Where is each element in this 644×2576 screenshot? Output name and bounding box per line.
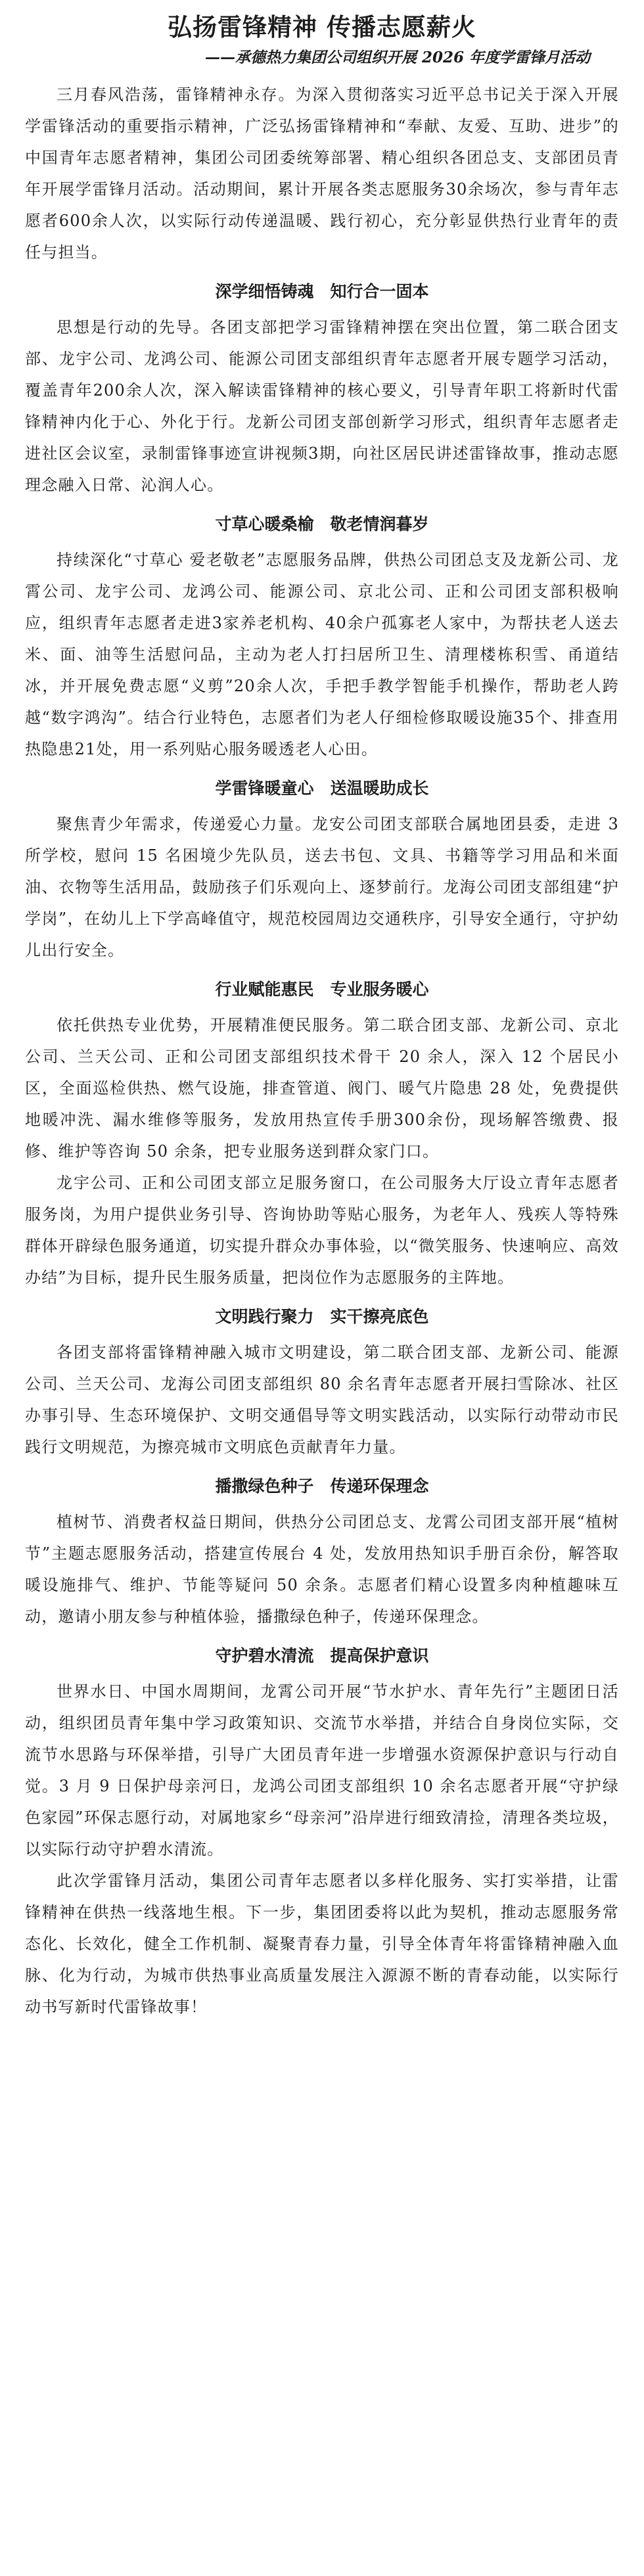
intro-paragraph: 三月春风浩荡，雷锋精神永存。为深入贯彻落实习近平总书记关于深入开展学雷锋活动的重要指示精神，广泛弘扬雷锋精神和“奉献、友爱、互助、进步”的中国青年志愿者精神，集团公司团委统筹部署、精心组织各团总支、支部团员青年开展学雷锋月活动。活动期间，累计开展各类志愿服务30余场次，参与青年志愿者600余人次，以实际行动传递温暖、践行初心，充分彰显供热行业青年的责任与担当。 xyxy=(25,85,619,262)
article-intro xyxy=(25,79,619,268)
body-paragraph: 依托供热专业优势，开展精准便民服务。第二联合团支部、龙新公司、京北公司、兰天公司、正和公司团支部组织技术骨干 20 余人，深入 12 个居民小区，全面巡检供热、燃气设施，排查管道、阀门、暖气片隐患 28 处，免费提供地暖冲洗、漏水维修等服务，发放用热宣传手册300余份，现场解答缴费、报修、维护等咨询 50 余条，把专业服务送到群众家门口。 xyxy=(25,1016,619,1161)
section-heading: 文明践行聚力 实干擦亮底色 xyxy=(215,1307,429,1326)
body-paragraph: 龙宇公司、正和公司团支部立足服务窗口，在公司服务大厅设立青年志愿者服务岗，为用户提供业务引导、咨询协助等贴心服务，为老年人、残疾人等特殊群体开辟绿色服务通道，切实提升群众办事体验，以“微笑服务、快速响应、高效办结”为目标，提升民生服务质量，把岗位作为志愿服务的主阵地。 xyxy=(25,1174,619,1287)
section-water xyxy=(25,1640,619,2023)
body-paragraph: 持续深化“寸草心 爱老敬老”志愿服务品牌，供热公司团总支及龙新公司、龙霄公司、龙宇公司、龙鸿公司、能源公司、京北公司、正和公司团支部积极响应，组织青年志愿者走进3家养老机构、40余户孤寡老人家中，为帮扶老人送去米、面、油等生活慰问品，主动为老人打扫居所卫生、清理楼栋积雪、甬道结冰，并开展免费志愿“义剪”20余人次，手把手教学智能手机操作，帮助老人跨越“数字鸿沟”。结合行业特色，志愿者们为老人仔细检修取暖设施35个、排查用热隐患21处，用一系列贴心服务暖透老人心田。 xyxy=(25,551,619,758)
section-professional-service xyxy=(25,974,619,1293)
section-civilization xyxy=(25,1301,619,1463)
section-green xyxy=(25,1471,619,1632)
article-title: 弘扬雷锋精神 传播志愿薪火 xyxy=(168,12,476,41)
section-children xyxy=(25,773,619,966)
section-heading: 行业赋能惠民 专业服务暖心 xyxy=(215,980,429,999)
section-elderly-care xyxy=(25,509,619,765)
section-heading: 深学细悟铸魂 知行合一固本 xyxy=(215,282,429,301)
section-study xyxy=(25,276,619,501)
body-paragraph: 聚焦青少年需求，传递爱心力量。龙安公司团支部联合属地团县委，走进 3 所学校，慰问 15 名困境少先队员，送去书包、文具、书籍等学习用品和米面油、衣物等生活用品，鼓励孩子们乐观向上、逐梦前行。龙海公司团支部组建“护学岗”，在幼儿上下学高峰值守，规范校园周边交通秩序，引导安全通行，守护幼儿出行安全。 xyxy=(25,815,619,959)
section-heading: 寸草心暖桑榆 敬老情润暮岁 xyxy=(215,515,429,534)
body-paragraph: 各团支部将雷锋精神融入城市文明建设，第二联合团支部、龙新公司、能源公司、兰天公司、龙海公司团支部组织 80 余名青年志愿者开展扫雪除冰、社区办事引导、生态环境保护、文明交通倡导等文明实践活动，以实际行动带动市民践行文明规范，为擦亮城市文明底色贡献青年力量。 xyxy=(25,1343,619,1456)
body-paragraph: 世界水日、中国水周期间，龙霄公司开展“节水护水、青年先行”主题团日活动，组织团员青年集中学习政策知识、交流节水举措，并结合自身岗位实际，交流节水思路与环保举措，引导广大团员青年进一步增强水资源保护意识与行动自觉。3 月 9 日保护母亲河日，龙鸿公司团支部组织 10 余名志愿者开展“守护绿色家园”环保志愿行动，对属地家乡“母亲河”沿岸进行细致清捡，清理各类垃圾，以实际行动守护碧水清流。 xyxy=(25,1682,619,1858)
article-subtitle: ——承德热力集团公司组织开展 2026 年度学雷锋月活动 xyxy=(204,49,590,66)
section-heading: 守护碧水清流 提高保护意识 xyxy=(215,1646,429,1665)
body-paragraph: 植树节、消费者权益日期间，供热分公司团总支、龙霄公司团支部开展“植树节”主题志愿服务活动，搭建宣传展台 4 处，发放用热知识手册百余份，解答取暖设施排气、维护、节能等疑问 50 余条。志愿者们精心设置多肉种植趣味互动，邀请小朋友参与种植体验，播撒绿色种子，传递环保理念。 xyxy=(25,1513,619,1626)
section-heading: 学雷锋暖童心 送温暖助成长 xyxy=(215,779,429,798)
closing-paragraph: 此次学雷锋月活动，集团公司青年志愿者以多样化服务、实打实举措，让雷锋精神在供热一线落地生根。下一步，集团团委将以此为契机，推动志愿服务常态化、长效化，健全工作机制、凝聚青春力量，引导全体青年将雷锋精神融入血脉、化为行动，为城市供热事业高质量发展注入源源不断的青春动能，以实际行动书写新时代雷锋故事！ xyxy=(25,1872,619,2016)
body-paragraph: 思想是行动的先导。各团支部把学习雷锋精神摆在突出位置，第二联合团支部、龙宇公司、龙鸿公司、能源公司团支部组织青年志愿者开展专题学习活动，覆盖青年200余人次，深入解读雷锋精神的核心要义，引导青年职工将新时代雷锋精神内化于心、外化于行。龙新公司团支部创新学习形式，组织青年志愿者走进社区会议室，录制雷锋事迹宣讲视频3期，向社区居民讲述雷锋故事，推动志愿理念融入日常、沁润人心。 xyxy=(25,318,619,494)
section-heading: 播撒绿色种子 传递环保理念 xyxy=(215,1477,429,1496)
